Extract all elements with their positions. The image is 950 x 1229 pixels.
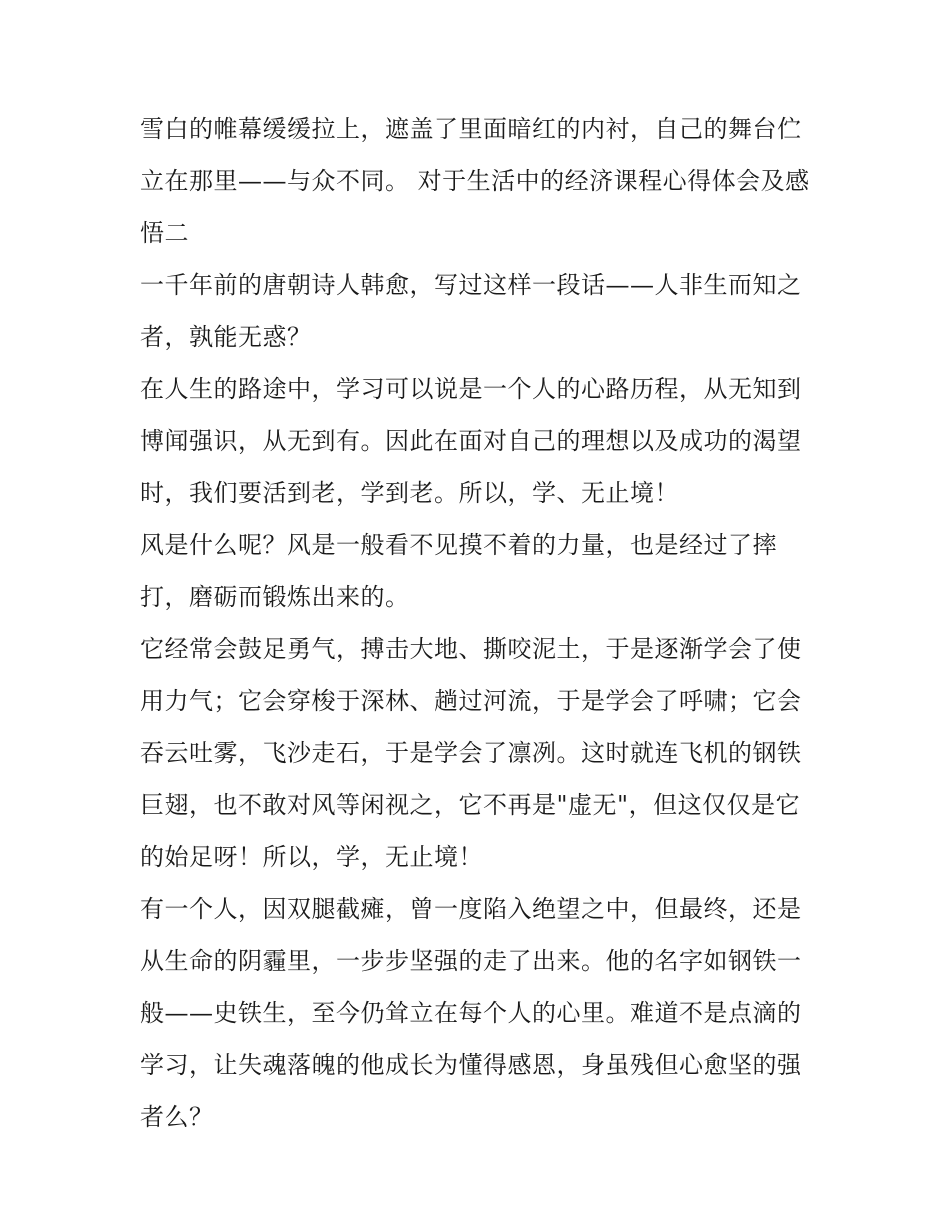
paragraph-han-yu-quote: 一千年前的唐朝诗人韩愈，写过这样一段话——人非生而知之者，孰能无惑？ [140, 271, 802, 351]
paragraph-shi-tiesheng: 有一个人，因双腿截瘫，曾一度陷入绝望之中，但最终，还是从生命的阴霾里，一步步坚强的走了出来。他的名字如钢铁一般——史铁生，至今仍耸立在每个人的心里。难道不是点滴的学习，让失魂落魄的他成长为懂得感恩，身虽残但心愈坚的强者么？ [140, 895, 802, 1131]
paragraph-learning-journey: 在人生的路途中，学习可以说是一个人的心路历程，从无知到博闻强识，从无到有。因此在面对自己的理想以及成功的渴望时，我们要活到老，学到老。所以，学、无止境！ [140, 375, 802, 507]
document-body [140, 103, 820, 1143]
paragraph-wind-question: 风是什么呢？风是一般看不见摸不着的力量，也是经过了摔打，磨砺而锻炼出来的。 [140, 531, 777, 611]
paragraph-intro: 雪白的帷幕缓缓拉上，遮盖了里面暗红的内衬，自己的舞台伫立在那里——与众不同。 对于生活中的经济课程心得体会及感悟二 [140, 115, 810, 247]
paragraph-wind-learning: 它经常会鼓足勇气，搏击大地、撕咬泥土，于是逐渐学会了使用力气；它会穿梭于深林、趟过河流，于是学会了呼啸；它会吞云吐雾，飞沙走石，于是学会了凛冽。这时就连飞机的钢铁巨翅，也不敢对风等闲视之，它不再是"虚无"，但这仅仅是它的始足呀！所以，学，无止境！ [140, 635, 802, 871]
